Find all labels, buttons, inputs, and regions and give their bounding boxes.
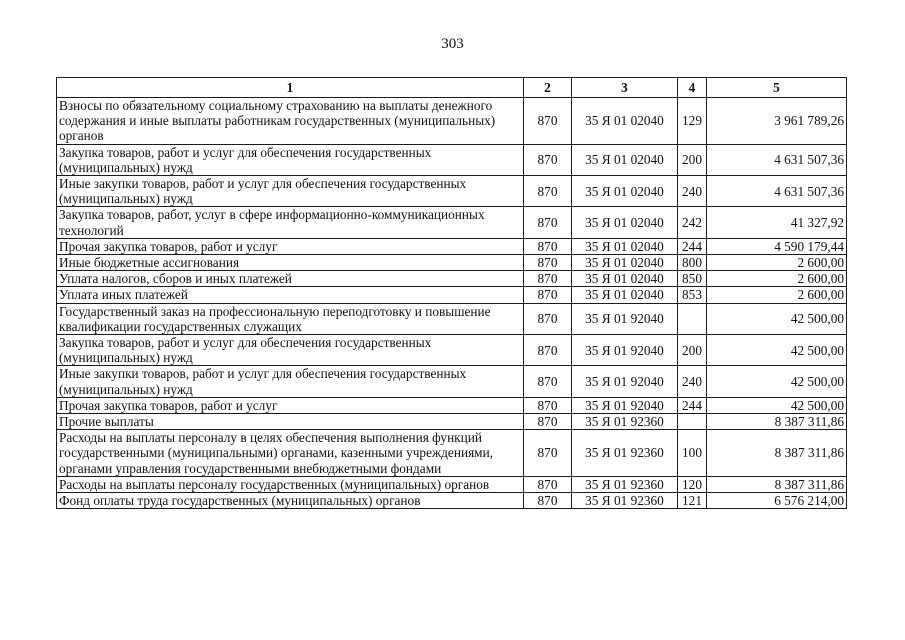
amount-cell: 42 500,00 <box>707 303 847 334</box>
row-name-cell: Взносы по обязательному социальному страхованию на выплаты денежного содержания и иные выплаты работникам государственных (муниципальных) органов <box>57 98 524 145</box>
target-article-cell: 35 Я 01 92040 <box>572 303 678 334</box>
amount-cell: 4 631 507,36 <box>707 176 847 207</box>
expense-type-cell: 200 <box>678 335 707 366</box>
amount-cell: 3 961 789,26 <box>707 98 847 145</box>
table-row <box>57 176 847 207</box>
header-col-3: 3 <box>572 78 678 98</box>
ministry-code-cell: 870 <box>524 414 572 430</box>
expense-type-cell: 240 <box>678 366 707 397</box>
row-name-cell: Закупка товаров, работ, услуг в сфере информационно-коммуникационных технологий <box>57 207 524 238</box>
row-name-cell: Иные бюджетные ассигнования <box>57 255 524 271</box>
expense-type-cell: 129 <box>678 98 707 145</box>
ministry-code-cell: 870 <box>524 430 572 477</box>
amount-cell: 42 500,00 <box>707 335 847 366</box>
amount-cell: 4 590 179,44 <box>707 238 847 254</box>
row-name-cell: Прочая закупка товаров, работ и услуг <box>57 397 524 413</box>
expense-type-cell <box>678 303 707 334</box>
target-article-cell: 35 Я 01 02040 <box>572 144 678 175</box>
table-row <box>57 476 847 492</box>
table-row <box>57 287 847 303</box>
row-name-cell: Уплата налогов, сборов и иных платежей <box>57 271 524 287</box>
row-name-cell: Закупка товаров, работ и услуг для обеспечения государственных (муниципальных) нужд <box>57 144 524 175</box>
ministry-code-cell: 870 <box>524 366 572 397</box>
expense-type-cell: 853 <box>678 287 707 303</box>
amount-cell: 8 387 311,86 <box>707 476 847 492</box>
row-name-cell: Уплата иных платежей <box>57 287 524 303</box>
target-article-cell: 35 Я 01 02040 <box>572 176 678 207</box>
amount-cell: 42 500,00 <box>707 397 847 413</box>
row-name-cell: Прочая закупка товаров, работ и услуг <box>57 238 524 254</box>
header-col-5: 5 <box>707 78 847 98</box>
amount-cell: 8 387 311,86 <box>707 414 847 430</box>
ministry-code-cell: 870 <box>524 207 572 238</box>
amount-cell: 2 600,00 <box>707 287 847 303</box>
target-article-cell: 35 Я 01 92360 <box>572 414 678 430</box>
ministry-code-cell: 870 <box>524 493 572 509</box>
budget-table <box>56 77 847 509</box>
table-row <box>57 271 847 287</box>
table-row <box>57 366 847 397</box>
target-article-cell: 35 Я 01 92360 <box>572 476 678 492</box>
row-name-cell: Иные закупки товаров, работ и услуг для обеспечения государственных (муниципальных) нужд <box>57 366 524 397</box>
target-article-cell: 35 Я 01 92360 <box>572 430 678 477</box>
table-row <box>57 303 847 334</box>
row-name-cell: Фонд оплаты труда государственных (муниципальных) органов <box>57 493 524 509</box>
header-col-4: 4 <box>678 78 707 98</box>
table-row <box>57 414 847 430</box>
page-number: 303 <box>441 36 464 52</box>
table-row <box>57 144 847 175</box>
expense-type-cell: 100 <box>678 430 707 477</box>
target-article-cell: 35 Я 01 02040 <box>572 238 678 254</box>
target-article-cell: 35 Я 01 02040 <box>572 98 678 145</box>
target-article-cell: 35 Я 01 92040 <box>572 335 678 366</box>
expense-type-cell <box>678 414 707 430</box>
row-name-cell: Расходы на выплаты персоналу государственных (муниципальных) органов <box>57 476 524 492</box>
table-row <box>57 98 847 145</box>
table-row <box>57 238 847 254</box>
amount-cell: 6 576 214,00 <box>707 493 847 509</box>
expense-type-cell: 244 <box>678 238 707 254</box>
ministry-code-cell: 870 <box>524 335 572 366</box>
target-article-cell: 35 Я 01 92040 <box>572 366 678 397</box>
table-row <box>57 397 847 413</box>
ministry-code-cell: 870 <box>524 476 572 492</box>
target-article-cell: 35 Я 01 92360 <box>572 493 678 509</box>
expense-type-cell: 240 <box>678 176 707 207</box>
row-name-cell: Прочие выплаты <box>57 414 524 430</box>
header-col-1: 1 <box>57 78 524 98</box>
expense-type-cell: 850 <box>678 271 707 287</box>
ministry-code-cell: 870 <box>524 144 572 175</box>
expense-type-cell: 200 <box>678 144 707 175</box>
row-name-cell: Закупка товаров, работ и услуг для обеспечения государственных (муниципальных) нужд <box>57 335 524 366</box>
amount-cell: 8 387 311,86 <box>707 430 847 477</box>
row-name-cell: Иные закупки товаров, работ и услуг для обеспечения государственных (муниципальных) нужд <box>57 176 524 207</box>
ministry-code-cell: 870 <box>524 287 572 303</box>
ministry-code-cell: 870 <box>524 238 572 254</box>
target-article-cell: 35 Я 01 02040 <box>572 207 678 238</box>
table-row <box>57 430 847 477</box>
amount-cell: 4 631 507,36 <box>707 144 847 175</box>
table-row <box>57 335 847 366</box>
expense-type-cell: 242 <box>678 207 707 238</box>
row-name-cell: Расходы на выплаты персоналу в целях обеспечения выполнения функций государственными (муниципальными) органами, казенными учреждениями, органами управления государственными внебюджетными фондами <box>57 430 524 477</box>
target-article-cell: 35 Я 01 92040 <box>572 397 678 413</box>
expense-type-cell: 120 <box>678 476 707 492</box>
ministry-code-cell: 870 <box>524 397 572 413</box>
table-row <box>57 207 847 238</box>
table-row <box>57 493 847 509</box>
amount-cell: 2 600,00 <box>707 255 847 271</box>
expense-type-cell: 800 <box>678 255 707 271</box>
ministry-code-cell: 870 <box>524 98 572 145</box>
amount-cell: 2 600,00 <box>707 271 847 287</box>
ministry-code-cell: 870 <box>524 271 572 287</box>
expense-type-cell: 244 <box>678 397 707 413</box>
ministry-code-cell: 870 <box>524 255 572 271</box>
header-col-2: 2 <box>524 78 572 98</box>
table-header-row <box>57 78 847 98</box>
target-article-cell: 35 Я 01 02040 <box>572 287 678 303</box>
row-name-cell: Государственный заказ на профессиональную переподготовку и повышение квалификации государственных служащих <box>57 303 524 334</box>
amount-cell: 42 500,00 <box>707 366 847 397</box>
target-article-cell: 35 Я 01 02040 <box>572 255 678 271</box>
ministry-code-cell: 870 <box>524 176 572 207</box>
amount-cell: 41 327,92 <box>707 207 847 238</box>
ministry-code-cell: 870 <box>524 303 572 334</box>
target-article-cell: 35 Я 01 02040 <box>572 271 678 287</box>
expense-type-cell: 121 <box>678 493 707 509</box>
table-row <box>57 255 847 271</box>
